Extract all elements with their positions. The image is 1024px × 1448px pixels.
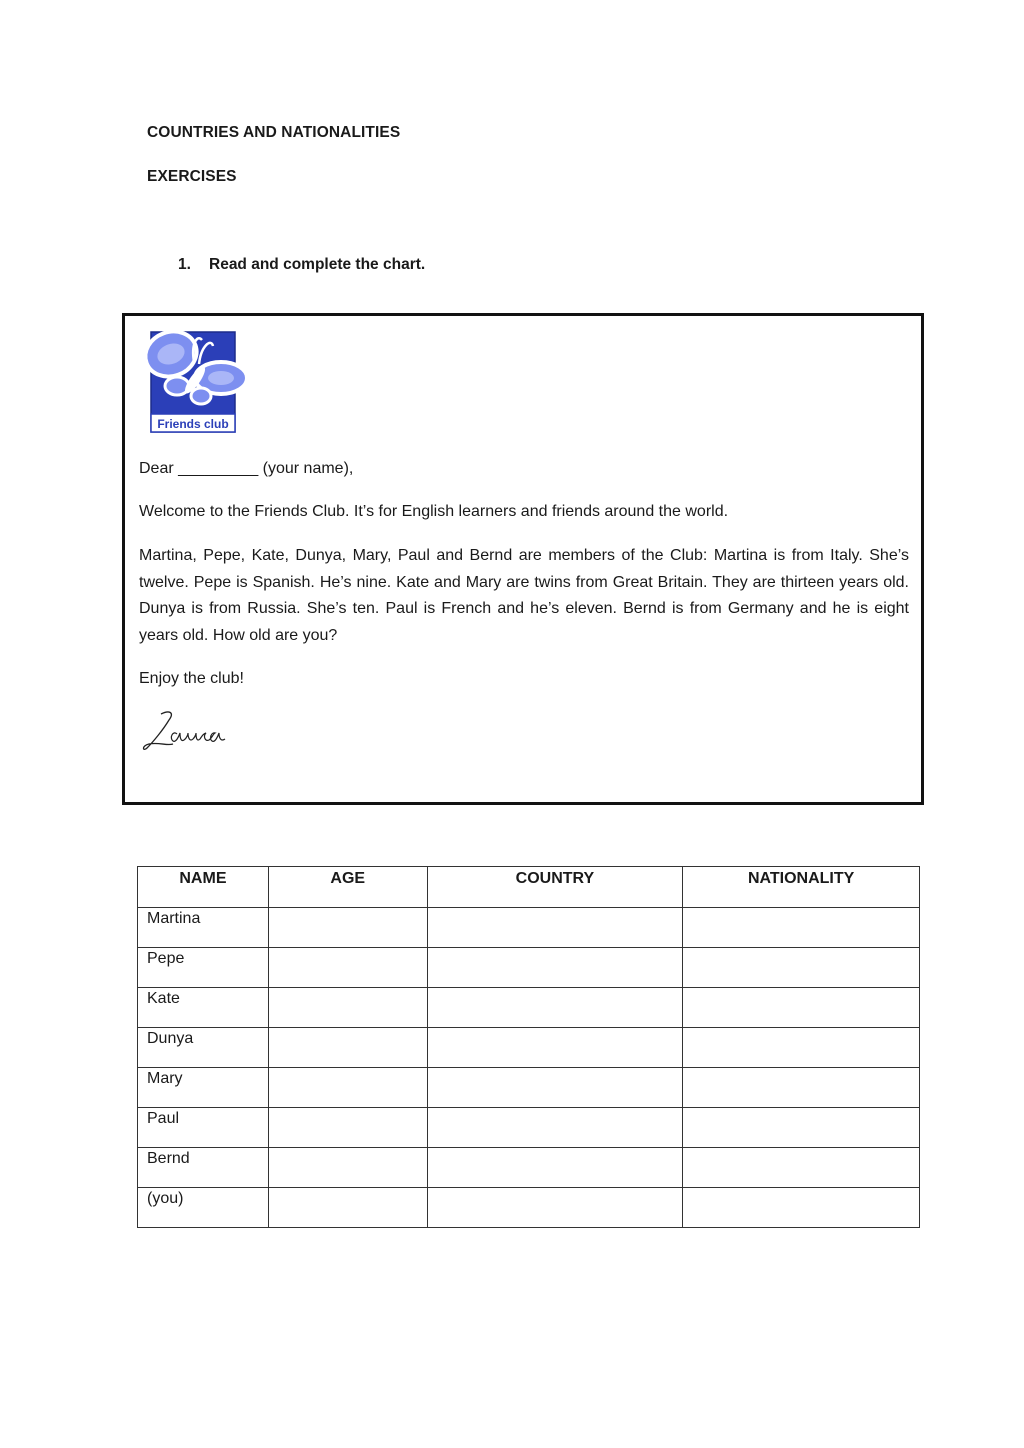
table-row bbox=[138, 1028, 920, 1068]
age-cell[interactable] bbox=[268, 908, 427, 948]
table-row bbox=[138, 1188, 920, 1228]
table-row bbox=[138, 908, 920, 948]
country-cell[interactable] bbox=[427, 1068, 683, 1108]
nationality-cell[interactable] bbox=[683, 1028, 920, 1068]
country-cell[interactable] bbox=[427, 988, 683, 1028]
col-header-country: COUNTRY bbox=[427, 867, 683, 908]
name-cell: (you) bbox=[138, 1188, 269, 1228]
country-cell[interactable] bbox=[427, 908, 683, 948]
page-title: COUNTRIES AND NATIONALITIES bbox=[147, 124, 401, 141]
age-cell[interactable] bbox=[268, 948, 427, 988]
country-cell[interactable] bbox=[427, 1148, 683, 1188]
signature-laura bbox=[139, 708, 239, 754]
nationality-cell[interactable] bbox=[683, 948, 920, 988]
age-cell[interactable] bbox=[268, 988, 427, 1028]
logo-text: Friends club bbox=[157, 417, 229, 431]
name-cell: Martina bbox=[138, 908, 269, 948]
nationality-cell[interactable] bbox=[683, 1148, 920, 1188]
nationality-cell[interactable] bbox=[683, 1188, 920, 1228]
letter-greeting: Dear _________ (your name), bbox=[139, 460, 354, 477]
name-cell: Pepe bbox=[138, 948, 269, 988]
table-row bbox=[138, 1068, 920, 1108]
name-cell: Kate bbox=[138, 988, 269, 1028]
table-row bbox=[138, 948, 920, 988]
country-cell[interactable] bbox=[427, 1188, 683, 1228]
letter-members: Martina, Pepe, Kate, Dunya, Mary, Paul and Bernd are members of the Club: Martina is from Italy. She’s twelve. Pepe is Spanish. He’s nine. Kate and Mary are twins from Great Britain. They are thirteen years old. Dunya is from Russia. She’s ten. Paul is French and he’s eleven. Bernd is from Germany and he is eight years old. How old are you? bbox=[139, 547, 909, 644]
col-header-name: NAME bbox=[138, 867, 269, 908]
name-cell: Mary bbox=[138, 1068, 269, 1108]
name-cell: Dunya bbox=[138, 1028, 269, 1068]
table-row bbox=[138, 1148, 920, 1188]
name-cell: Bernd bbox=[138, 1148, 269, 1188]
table-row bbox=[138, 1108, 920, 1148]
exercise-text: Read and complete the chart. bbox=[209, 256, 426, 273]
country-cell[interactable] bbox=[427, 948, 683, 988]
exercise-number: 1. bbox=[178, 256, 191, 273]
col-header-age: AGE bbox=[268, 867, 427, 908]
letter-box bbox=[122, 313, 924, 805]
age-cell[interactable] bbox=[268, 1188, 427, 1228]
exercise-instruction bbox=[178, 256, 425, 274]
age-cell[interactable] bbox=[268, 1148, 427, 1188]
nationality-cell[interactable] bbox=[683, 1108, 920, 1148]
nationality-cell[interactable] bbox=[683, 908, 920, 948]
name-cell: Paul bbox=[138, 1108, 269, 1148]
nationality-cell[interactable] bbox=[683, 988, 920, 1028]
letter-closing: Enjoy the club! bbox=[139, 670, 244, 687]
table-row bbox=[138, 988, 920, 1028]
table-header-row bbox=[138, 867, 920, 908]
country-cell[interactable] bbox=[427, 1028, 683, 1068]
country-cell[interactable] bbox=[427, 1108, 683, 1148]
age-cell[interactable] bbox=[268, 1028, 427, 1068]
completion-chart bbox=[137, 866, 920, 1228]
col-header-nationality: NATIONALITY bbox=[683, 867, 920, 908]
friends-club-logo bbox=[139, 322, 251, 438]
section-title: EXERCISES bbox=[147, 168, 237, 185]
letter-welcome: Welcome to the Friends Club. It’s for English learners and friends around the world. bbox=[139, 503, 729, 520]
age-cell[interactable] bbox=[268, 1108, 427, 1148]
age-cell[interactable] bbox=[268, 1068, 427, 1108]
nationality-cell[interactable] bbox=[683, 1068, 920, 1108]
